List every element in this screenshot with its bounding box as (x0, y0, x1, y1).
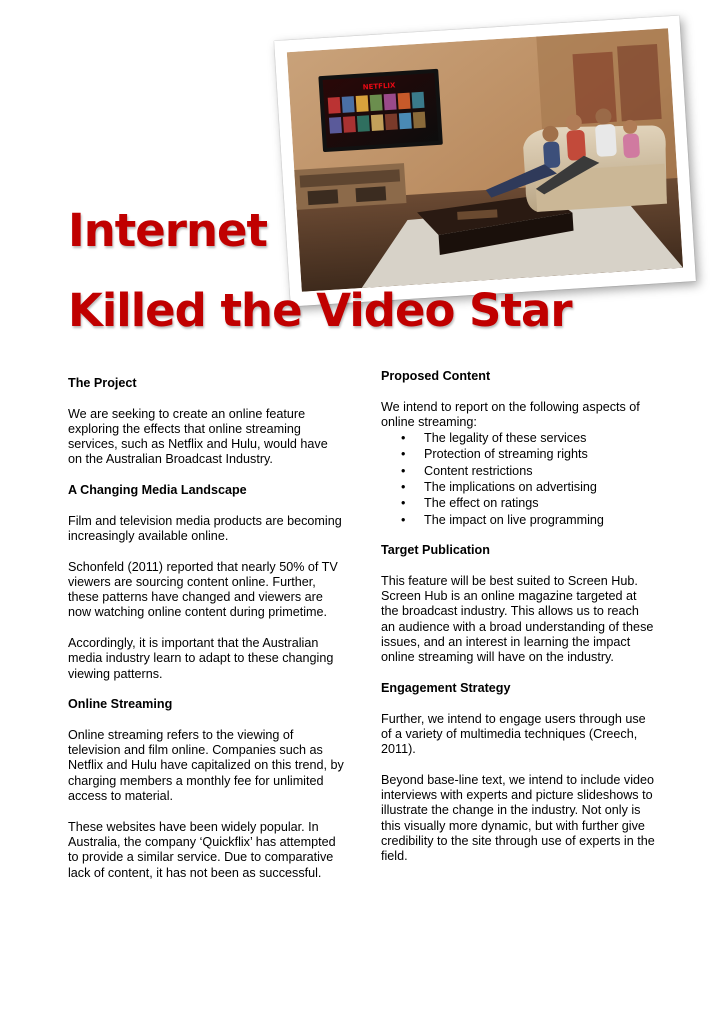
list-item: • Content restrictions (401, 463, 533, 478)
bullet-icon: • (401, 512, 406, 527)
content-intro: We intend to report on the following aspects of online streaming: (381, 399, 640, 429)
streaming-heading: Online Streaming (68, 697, 173, 712)
list-item: • The implications on advertising (401, 480, 597, 495)
tv-brand-logo: NETFLIX (362, 81, 396, 92)
left-column (68, 376, 344, 896)
bullet-icon: • (401, 431, 406, 446)
project-heading: The Project (68, 376, 137, 390)
bullet-icon: • (401, 496, 406, 511)
engagement-paragraph-2: Beyond base-line text, we intend to include video interviews with experts and picture slideshows to illustrate the change in the industry. Not only is this visually more dynamic, but with further give credibility to the site through use of experts in the field. (381, 772, 655, 864)
list-item: • The impact on live programming (401, 512, 604, 527)
page-title-line-1: Internet (68, 204, 268, 257)
project-text: We are seeking to create an online feature exploring the effects that online streaming services, such as Netflix and Hulu, would have on the Australian Broadcast Industry. (68, 406, 328, 467)
content-list (381, 430, 656, 528)
landscape-paragraph-2: Schonfeld (2011) reported that nearly 50% of TV viewers are sourcing content online. Further, these patterns have changed and viewers are now watching online content during primetime. (68, 559, 338, 620)
bullet-icon: • (401, 463, 406, 478)
bullet-icon: • (401, 480, 406, 495)
right-column (381, 369, 656, 880)
publication-heading: Target Publication (381, 543, 490, 558)
hero-photo-frame (274, 16, 696, 307)
streaming-paragraph-1: Online streaming refers to the viewing of television and film online. Companies such as Netflix and Hulu have capitalized on this trend, by charging members a monthly fee for unlimited access to material. (68, 727, 344, 804)
landscape-paragraph-3: Accordingly, it is important that the Australian media industry learn to adapt to these changing viewing patterns. (68, 636, 334, 681)
bullet-icon: • (401, 447, 406, 462)
tv-set (318, 69, 443, 152)
list-item: • The legality of these services (401, 431, 587, 446)
publication-text: This feature will be best suited to Screen Hub. Screen Hub is an online magazine targeted at the broadcast industry. This allows us to reach an audience with a broad understanding of these issues, and an interest in learning the impact online streaming will have on the industry. (381, 573, 654, 665)
content-heading: Proposed Content (381, 369, 491, 383)
list-item: • Protection of streaming rights (401, 447, 588, 462)
engagement-paragraph-1: Further, we intend to engage users through use of a variety of multimedia techniques (Creech, 2011). (381, 711, 646, 757)
landscape-heading: A Changing Media Landscape (68, 483, 247, 498)
living-room-photo (287, 28, 683, 292)
page-title-line-2: Killed the Video Star (68, 284, 572, 337)
list-item: • The effect on ratings (401, 496, 539, 511)
engagement-heading: Engagement Strategy (381, 680, 511, 695)
streaming-paragraph-2: These websites have been widely popular. In Australia, the company ‘Quickflix’ has attempted to provide a similar service. Due to comparative lack of content, it has not been as successful. (68, 819, 336, 880)
landscape-paragraph-1: Film and television media products are becoming increasingly available online. (68, 513, 342, 543)
